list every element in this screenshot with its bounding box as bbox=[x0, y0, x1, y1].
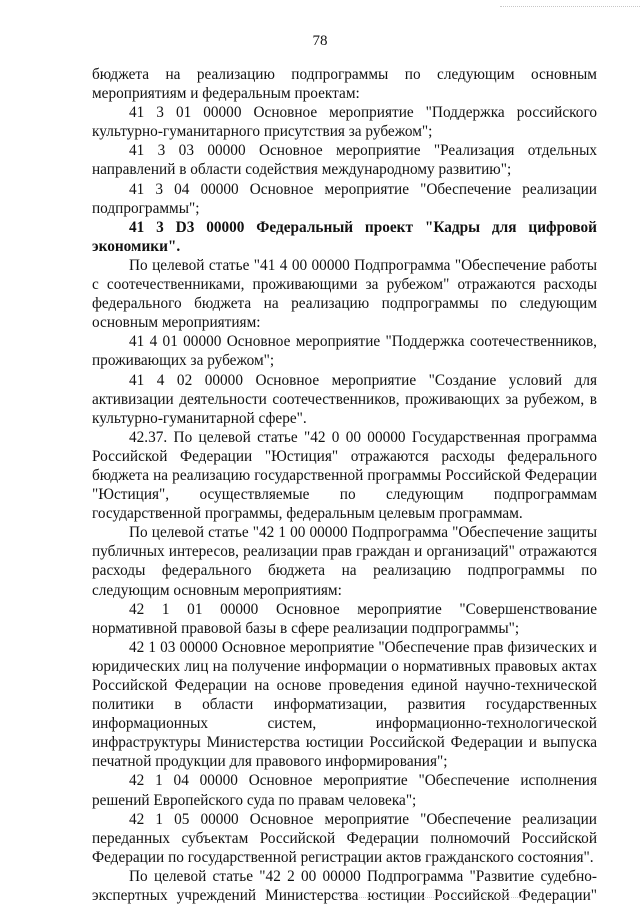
scan-artifact-line bbox=[500, 6, 640, 8]
paragraph-42-2-section: По целевой статье "42 2 00 00000 Подпрограмма "Развитие судебно-экспертных учреждений Министерства юстиции Российской Федерации" bbox=[92, 867, 597, 905]
paragraph-41-3-01: 41 3 01 00000 Основное мероприятие "Поддержка российского культурно-гуманитарного присутствия за рубежом"; bbox=[92, 104, 597, 141]
paragraph-42-37-justice: 42.37. По целевой статье "42 0 00 00000 Государственная программа Российской Федерации "Юстиция" отражаются расходы федерального бюджета на реализацию государственной программы Российской Федерации "Юстиция", осуществляемые по следующим подпрограммам государственной программы, федеральным целевым программам. bbox=[92, 428, 597, 523]
paragraph-42-1-03: 42 1 03 00000 Основное мероприятие "Обеспечение прав физических и юридических лиц на получение информации о нормативных правовых актах Российской Федерации на основе проведения единой научно-технической политики в области информатизации, развития государственных информационных систем, информационно-технологической инфраструктуры Министерства юстиции Российской Федерации и выпуска печатной продукции для правового информирования"; bbox=[92, 638, 597, 771]
paragraph-41-4-section: По целевой статье "41 4 00 00000 Подпрограмма "Обеспечение работы с соотечественниками, проживающими за рубежом" отражаются расходы федерального бюджета на реализацию подпрограммы по следующим основным мероприятиям: bbox=[92, 256, 597, 332]
paragraph-41-3-04: 41 3 04 00000 Основное мероприятие "Обеспечение реализации подпрограммы"; bbox=[92, 180, 597, 217]
document-body bbox=[92, 65, 597, 905]
paragraph-42-1-04: 42 1 04 00000 Основное мероприятие "Обеспечение исполнения решений Европейского суда по правам человека"; bbox=[92, 772, 597, 809]
paragraph-42-1-01: 42 1 01 00000 Основное мероприятие "Совершенствование нормативной правовой базы в сфере реализации подпрограммы"; bbox=[92, 600, 597, 637]
page-number: 78 bbox=[312, 33, 328, 49]
paragraph-41-4-01: 41 4 01 00000 Основное мероприятие "Поддержка соотечественников, проживающих за рубежом"; bbox=[92, 333, 597, 370]
scan-artifact-line bbox=[330, 897, 550, 899]
paragraph-41-4-02: 41 4 02 00000 Основное мероприятие "Создание условий для активизации деятельности соотечественников, проживающих за рубежом, в культурно-гуманитарной сфере". bbox=[92, 371, 597, 427]
paragraph-41-3-03: 41 3 03 00000 Основное мероприятие "Реализация отдельных направлений в области содействия международному развитию"; bbox=[92, 142, 597, 179]
paragraph-42-1-section: По целевой статье "42 1 00 00000 Подпрограмма "Обеспечение защиты публичных интересов, реализации прав граждан и организаций" отражаются расходы федерального бюджета на реализацию подпрограммы по следующим основным мероприятиям: bbox=[92, 524, 597, 599]
paragraph-budget-intro: бюджета на реализацию подпрограммы по следующим основным мероприятиям и федеральным проектам: bbox=[92, 66, 597, 103]
paragraph-41-3-d3: 41 3 D3 00000 Федеральный проект "Кадры для цифровой экономики". bbox=[92, 218, 597, 255]
paragraph-42-1-05: 42 1 05 00000 Основное мероприятие "Обеспечение реализации переданных субъектам Российской Федерации полномочий Российской Федерации по государственной регистрации актов гражданского состояния". bbox=[92, 810, 597, 866]
